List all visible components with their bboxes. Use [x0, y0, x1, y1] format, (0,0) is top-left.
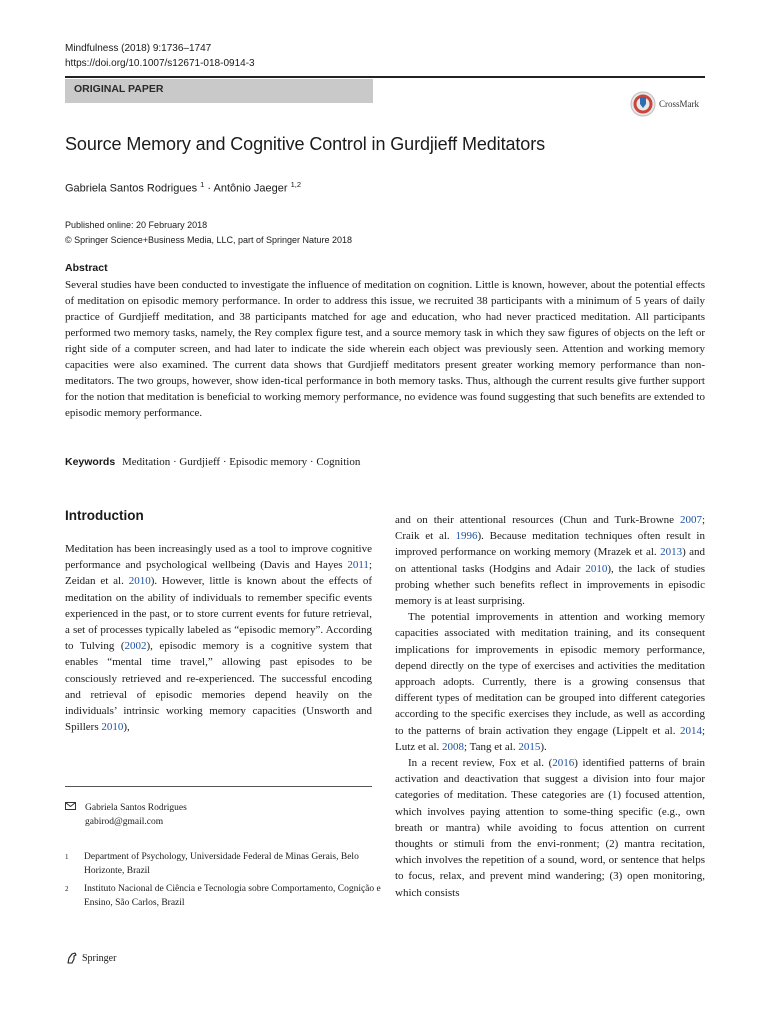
author-separator: · — [207, 182, 212, 195]
citation-link[interactable]: 2010 — [585, 562, 608, 575]
affiliation-text: Instituto Nacional de Ciência e Tecnologia sobre Comportamento, Cognição e Ensino, São Carlos, Brazil — [84, 884, 381, 908]
citation-link[interactable]: 1996 — [455, 530, 478, 543]
citation-link[interactable]: 2016 — [552, 757, 575, 770]
body-text: ; Tang et al. — [464, 740, 519, 753]
body-text: ). However, little is known about the effects of meditation on the ability of individuals to remember specific events experienced in the past, or to store current events for future retrieval, a set of processes typically labeled as “episodic memory”. According to Tulving ( — [65, 575, 373, 653]
keywords-list: Meditation · Gurdjieff · Episodic memory · Cognition — [121, 456, 361, 468]
journal-citation: Mindfulness (2018) 9:1736–1747 — [65, 43, 212, 54]
abstract-text: Several studies have been conducted to investigate the influence of meditation on cognition. Little is known, however, about the potential effects of meditation on episodic memory performance. In order to address this issue, we recruited 38 participants with a minimum of 5 years of daily practice of Gurdjieff meditation, and 38 participants matched for age and education, who had never practiced meditation. All participants performed two memory tasks, namely, the Rey complex figure test, and a source memory task in which they saw figures of objects on the left or right side of a computer screen, and had later to indicate the side wherein each object was previously seen. Attention and working memory capacities were also examined. The current data shows that Gurdjieff meditators present greater working memory performance than non-meditators. The two groups, however, show iden-tical performance in both memory tasks. Thus, although the current results give further support for the notion that meditation is beneficial to working memory performance, no evidence was found suggesting that such benefits are extended to episodic memory performance. — [65, 279, 705, 419]
author-name[interactable]: Gabriela Santos Rodrigues — [65, 182, 198, 195]
introduction-heading: Introduction — [65, 508, 144, 523]
body-text: ), — [123, 721, 130, 734]
copyright-text: Springer Science+Business Media, LLC, part of Springer Nature 2018 — [74, 235, 353, 245]
body-text: ) identified patterns of brain activation and deactivation that suggest a division into four major categories of meditation. These categories are (1) focused attention, which involves paying attention to some-thing specific (e.g., own breath or mantra) while avoiding to focus attention on current thoughts or stimuli from the envi-ronment; (2) mantra recitation, which involves the repetition of a sound, word, or sentence that helps to focus, relax, and prevent mind wandering; (3) open monitoring, which consists — [395, 757, 705, 899]
intro-paragraph — [395, 609, 705, 755]
intro-paragraph — [395, 755, 705, 901]
intro-column-right — [395, 512, 705, 901]
body-text: In a recent review, Fox et al. ( — [408, 757, 553, 770]
affiliation-number: 2 — [65, 885, 69, 893]
author-list — [65, 180, 301, 195]
copyright-line — [65, 233, 352, 248]
affiliation-note — [65, 850, 385, 878]
doi-link[interactable]: https://doi.org/10.1007/s12671-018-0914-3 — [65, 58, 255, 69]
body-text: ; Zeidan et al. — [65, 559, 372, 588]
publication-meta — [65, 218, 352, 248]
affiliation-number: 1 — [65, 853, 69, 861]
citation-link[interactable]: 2002 — [124, 640, 147, 653]
keywords-line — [65, 456, 360, 468]
crossmark-label: CrossMark — [659, 99, 699, 109]
citation-link[interactable]: 2010 — [101, 721, 124, 734]
citation-link[interactable]: 2008 — [442, 740, 465, 753]
body-text: ). — [540, 740, 547, 753]
corresponding-name: Gabriela Santos Rodrigues — [85, 803, 187, 813]
email-link[interactable]: gabirod@gmail.com — [85, 817, 164, 827]
corresponding-author — [65, 801, 187, 829]
publisher-name: Springer — [82, 952, 117, 964]
citation-link[interactable]: 2007 — [679, 514, 702, 526]
article-type-band: ORIGINAL PAPER — [65, 79, 373, 103]
citation-link[interactable]: 2010 — [128, 575, 151, 588]
citation-link[interactable]: 2015 — [518, 740, 541, 753]
affiliation-text: Department of Psychology, Universidade Federal de Minas Gerais, Belo Horizonte, Brazil — [84, 852, 359, 876]
affiliation-note — [65, 882, 385, 910]
envelope-icon — [65, 801, 79, 829]
body-text: ), the lack of studies probing whether such benefits reflect in improvements in episodic memory is at least surprising. — [395, 562, 705, 608]
body-text: ; Craik et al. — [395, 514, 705, 543]
header-rule — [65, 76, 705, 78]
publisher-logo — [65, 951, 116, 965]
body-text: and on their attentional resources (Chun and Turk-Browne — [395, 514, 680, 526]
author-affiliation-ref: 1,2 — [290, 180, 301, 189]
body-text: ) and on attentional tasks (Hodgins and Adair — [395, 546, 705, 575]
keywords-heading: Keywords — [65, 456, 116, 468]
crossmark-icon — [630, 91, 656, 117]
springer-horse-icon — [65, 951, 79, 965]
published-date: Published online: 20 February 2018 — [65, 220, 208, 230]
journal-header — [65, 41, 255, 71]
author-name[interactable]: Antônio Jaeger — [213, 182, 288, 195]
citation-link[interactable]: 2013 — [660, 546, 683, 559]
body-text: ; Lutz et al. — [395, 724, 705, 753]
abstract-heading: Abstract — [65, 262, 108, 274]
copyright-icon: © — [65, 235, 72, 245]
body-text: ), episodic memory is a cognitive system that enables “mental time travel,” allowing past episodes to be consciously retrieved and re-experienced. The successful encoding and retrieval of episodic memories depend heavily on the individuals’ intrinsic working memory capacities (Unsworth and Spillers — [65, 640, 373, 734]
intro-paragraph — [395, 512, 705, 609]
crossmark-badge[interactable] — [630, 91, 699, 117]
footnote-rule — [65, 786, 372, 787]
article-title: Source Memory and Cognitive Control in Gurdjieff Meditators — [65, 134, 545, 154]
body-text: Meditation has been increasingly used as a tool to improve cognitive performance and psychological wellbeing (Davis and Hayes — [65, 543, 372, 572]
intro-paragraph-left — [65, 541, 372, 735]
author-affiliation-ref: 1 — [200, 180, 205, 189]
body-text: The potential improvements in attention and working memory capacities associated with meditation training, and its consequent implications for improvements in episodic memory performance, depend directly on the type of exercises and activities the meditation approach adopts. Currently, there is a growing consensus that different types of meditation can be grouped into different categories according to the specific exercises they include, as well as according to the patterns of brain activation they engage (Lippelt et al. — [395, 611, 705, 737]
body-text: ). Because meditation techniques often result in improved performance on working memory (Mrazek et al. — [395, 530, 705, 559]
citation-link[interactable]: 2014 — [679, 724, 702, 737]
citation-link[interactable]: 2011 — [347, 559, 369, 572]
